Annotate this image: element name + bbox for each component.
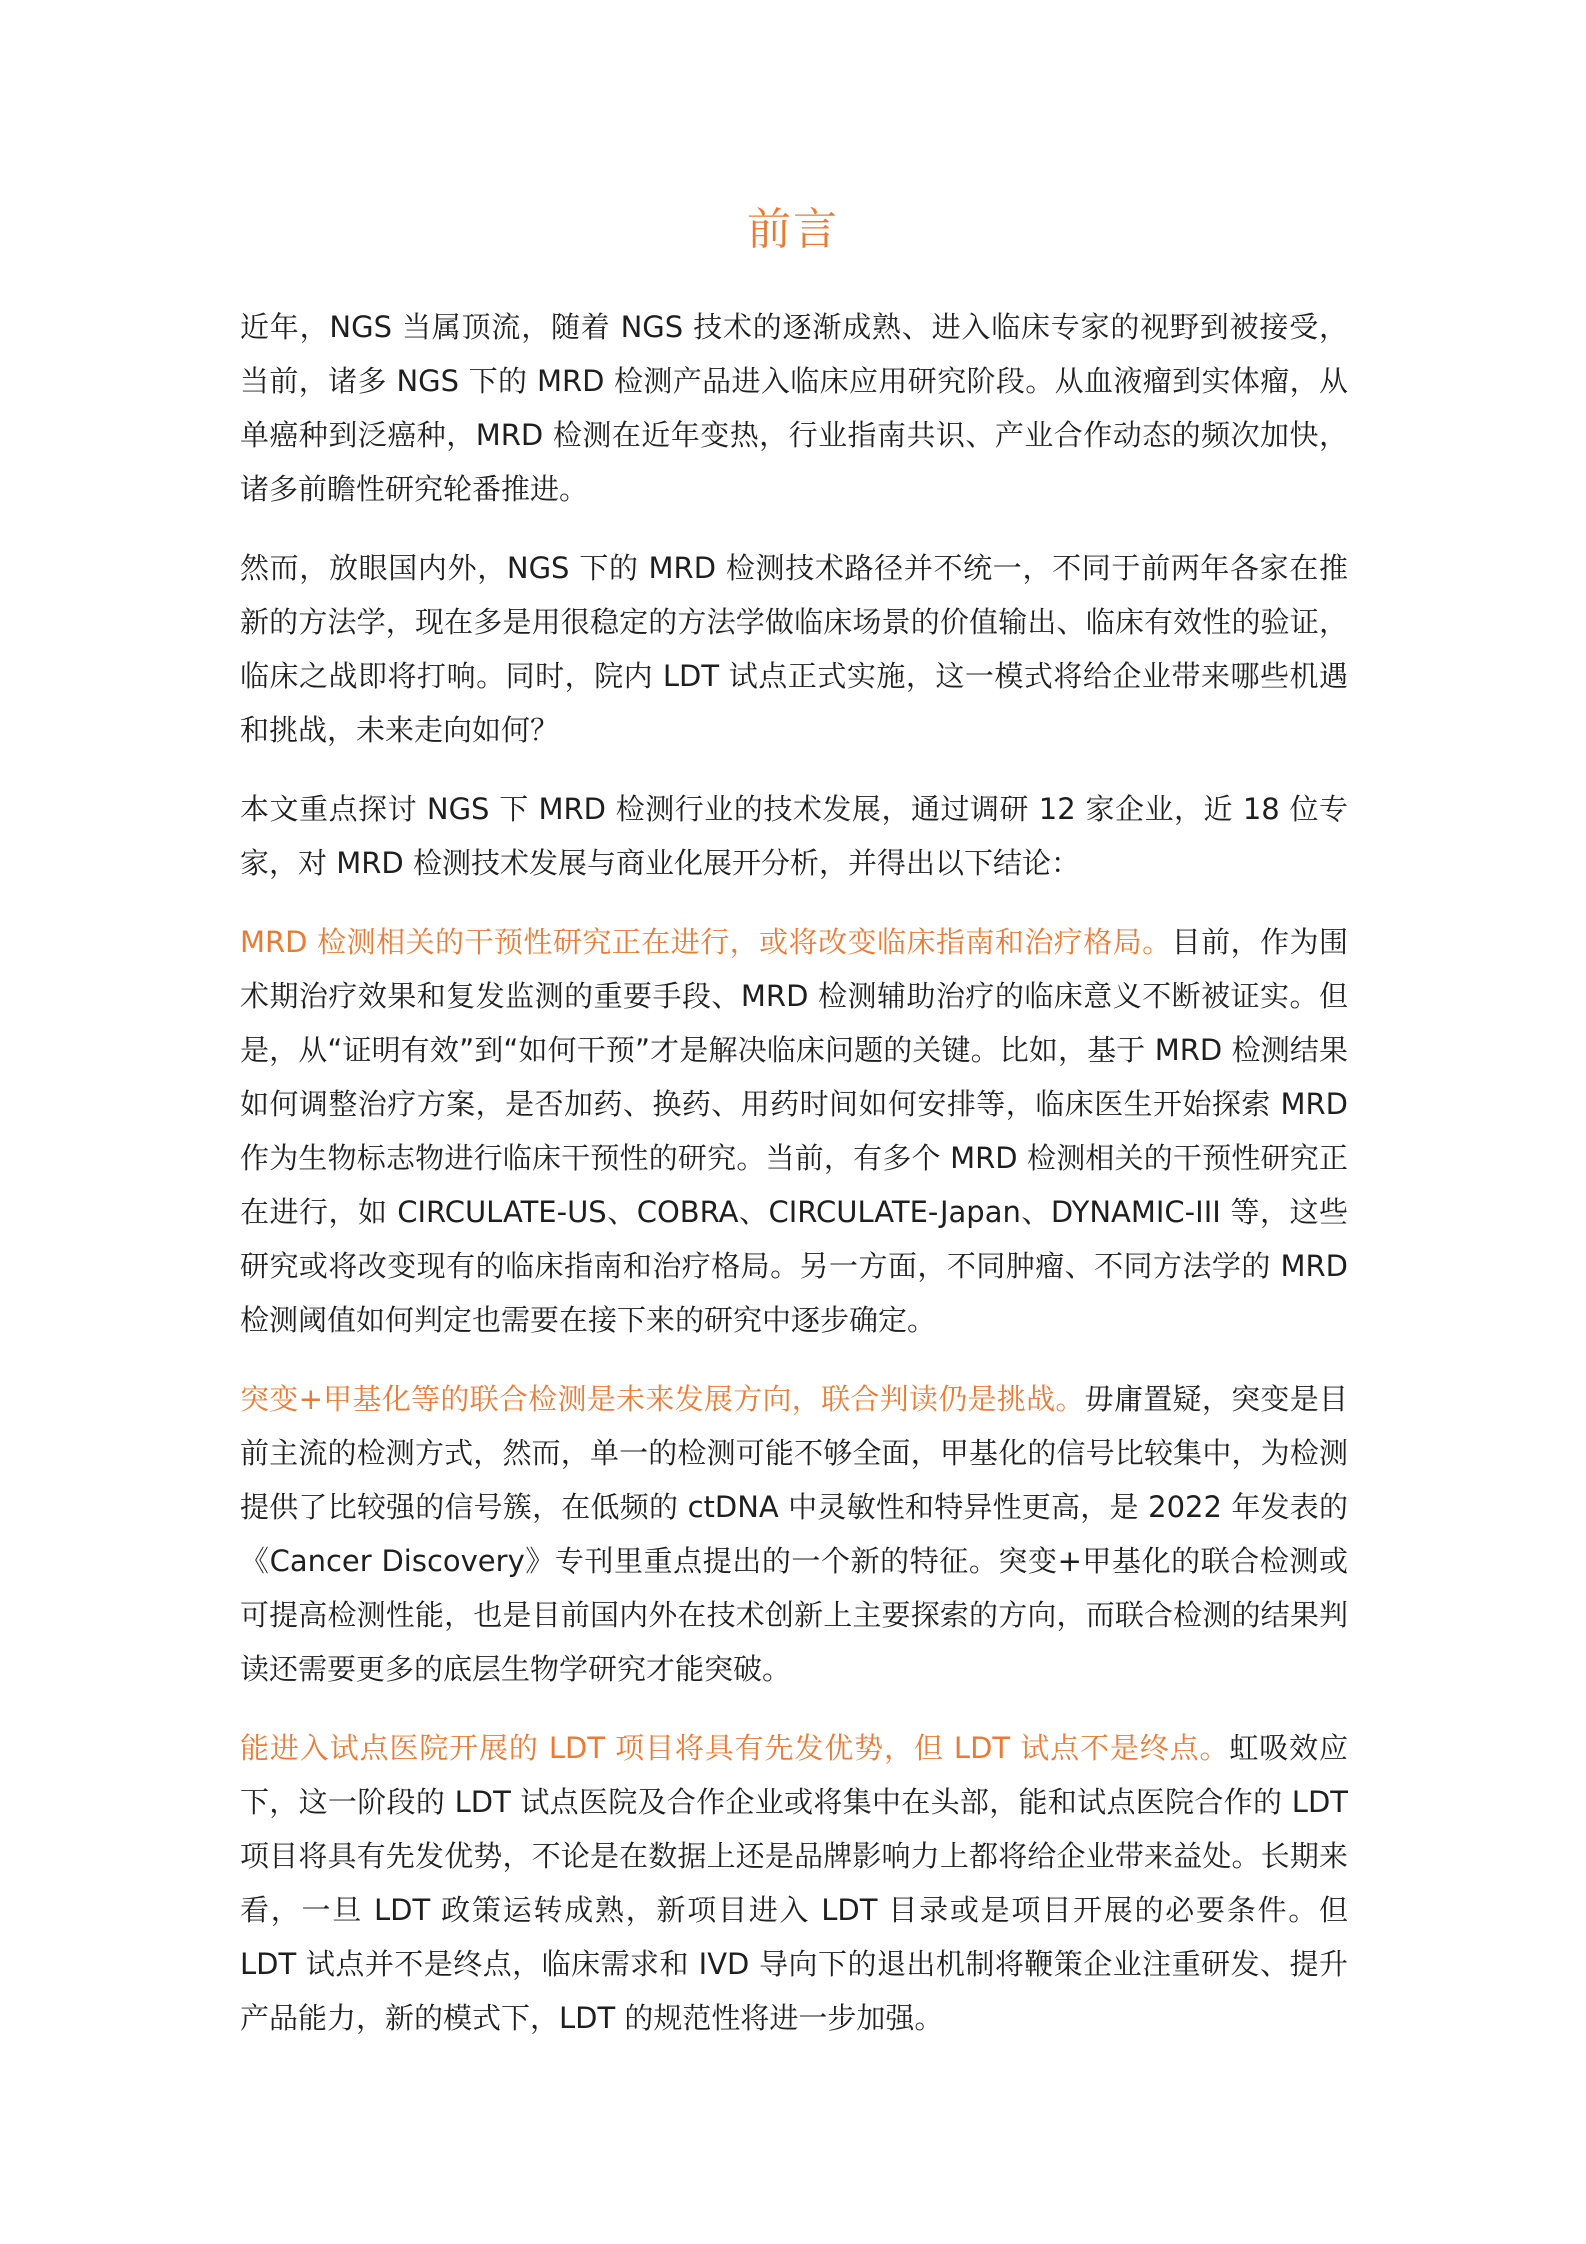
paragraph-3 xyxy=(240,782,1348,890)
paragraph-4-text: 目前，作为围术期治疗效果和复发监测的重要手段、MRD 检测辅助治疗的临床意义不断被证实。但是，从“证明有效”到“如何干预”才是解决临床问题的关键。比如，基于 MRD 检测结果如何调整治疗方案，是否加药、换药、用药时间如何安排等，临床医生开始探索 MRD 作为生物标志物进行临床干预性的研究。当前，有多个 MRD 检测相关的干预性研究正在进行，如 CIRCULATE-US、COBRA、CIRCULATE-Japan、DYNAMIC-III 等，这些研究或将改变现有的临床指南和治疗格局。另一方面，不同肿瘤、不同方法学的 MRD 检测阈值如何判定也需要在接下来的研究中逐步确定。 xyxy=(240,925,1348,1337)
paragraph-5 xyxy=(240,1372,1348,1696)
paragraph-6 xyxy=(240,1721,1348,2045)
paragraph-5-text: 毋庸置疑，突变是目前主流的检测方式，然而，单一的检测可能不够全面，甲基化的信号比较集中，为检测提供了比较强的信号簇，在低频的 ctDNA 中灵敏性和特异性更高，是 2022 年发表的《Cancer Discovery》专刊里重点提出的一个新的特征。突变+甲基化的联合检测或可提高检测性能，也是目前国内外在技术创新上主要探索的方向，而联合检测的结果判读还需要更多的底层生物学研究才能突破。 xyxy=(240,1382,1348,1686)
paragraph-2 xyxy=(240,541,1348,757)
paragraph-1-text: 近年，NGS 当属顶流，随着 NGS 技术的逐渐成熟、进入临床专家的视野到被接受，当前，诸多 NGS 下的 MRD 检测产品进入临床应用研究阶段。从血液瘤到实体瘤，从单癌种到泛癌种，MRD 检测在近年变热，行业指南共识、产业合作动态的频次加快，诸多前瞻性研究轮番推进。 xyxy=(240,310,1348,506)
page-title: 前言 xyxy=(747,204,839,255)
document-body xyxy=(240,300,1348,2070)
paragraph-4-highlight: MRD 检测相关的干预性研究正在进行，或将改变临床指南和治疗格局。 xyxy=(240,925,1172,959)
paragraph-6-highlight: 能进入试点医院开展的 LDT 项目将具有先发优势，但 LDT 试点不是终点。 xyxy=(240,1731,1230,1765)
paragraph-3-text: 本文重点探讨 NGS 下 MRD 检测行业的技术发展，通过调研 12 家企业，近 18 位专家，对 MRD 检测技术发展与商业化展开分析，并得出以下结论： xyxy=(240,792,1348,880)
paragraph-6-text: 虹吸效应下，这一阶段的 LDT 试点医院及合作企业或将集中在头部，能和试点医院合作的 LDT 项目将具有先发优势，不论是在数据上还是品牌影响力上都将给企业带来益处。长期来看，一旦 LDT 政策运转成熟，新项目进入 LDT 目录或是项目开展的必要条件。但 LDT 试点并不是终点，临床需求和 IVD 导向下的退出机制将鞭策企业注重研发、提升产品能力，新的模式下，LDT 的规范性将进一步加强。 xyxy=(240,1731,1348,2035)
paragraph-4 xyxy=(240,915,1348,1347)
paragraph-2-text: 然而，放眼国内外，NGS 下的 MRD 检测技术路径并不统一，不同于前两年各家在推新的方法学，现在多是用很稳定的方法学做临床场景的价值输出、临床有效性的验证，临床之战即将打响。同时，院内 LDT 试点正式实施，这一模式将给企业带来哪些机遇和挑战，未来走向如何？ xyxy=(240,551,1348,747)
paragraph-1 xyxy=(240,300,1348,516)
paragraph-5-highlight: 突变+甲基化等的联合检测是未来发展方向，联合判读仍是挑战。 xyxy=(240,1382,1085,1416)
